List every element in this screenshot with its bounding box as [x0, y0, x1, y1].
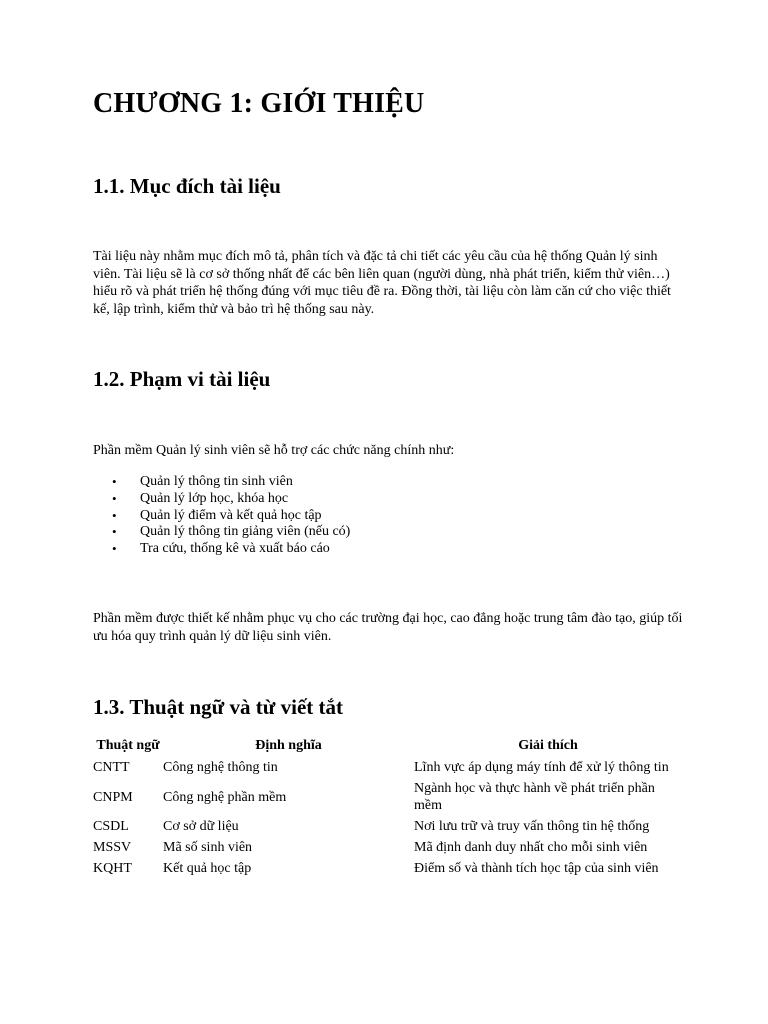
explanation-cell: Nơi lưu trữ và truy vấn thông tin hệ thống: [414, 819, 650, 834]
section-heading-terms: 1.3. Thuật ngữ và từ viết tắt: [93, 695, 343, 719]
list-item-text: Quản lý thông tin sinh viên: [140, 474, 293, 489]
terms-table: [93, 736, 682, 879]
list-item-text: Quản lý lớp học, khóa học: [140, 490, 289, 506]
list-item: [93, 474, 593, 491]
term-cell: CSDL: [93, 819, 129, 834]
section-heading-scope: 1.2. Phạm vi tài liệu: [93, 367, 271, 391]
column-header-explanation: Giải thích: [518, 738, 578, 753]
column-header-term: Thuật ngữ: [96, 738, 160, 753]
scope-function-list: [93, 474, 593, 558]
explanation-cell: Điểm số và thành tích học tập của sinh viên: [414, 861, 659, 876]
list-item-text: Quản lý thông tin giảng viên (nếu có): [140, 524, 351, 540]
definition-cell: Mã số sinh viên: [163, 840, 253, 855]
bullet-icon: •: [112, 507, 117, 523]
table-row: [93, 816, 682, 837]
explanation-cell: Lĩnh vực áp dụng máy tính để xử lý thông tin: [414, 760, 669, 775]
table-row: [93, 858, 682, 879]
table-row: [93, 757, 682, 778]
purpose-paragraph: Tài liệu này nhằm mục đích mô tả, phân tích và đặc tả chi tiết các yêu cầu của hệ thống Quản lý sinh viên. Tài liệu sẽ là cơ sở thống nhất để các bên liên quan (người dùng, nhà phát triển, kiểm thử viên…) hiểu rõ và phát triển hệ thống đúng với mục tiêu đề ra. Đồng thời, tài liệu còn làm căn cứ cho việc thiết kế, lập trình, kiểm thử và bảo trì hệ thống sau này.: [93, 249, 671, 317]
explanation-cell: Ngành học và thực hành về phát triển phần mềm: [414, 781, 655, 813]
list-item: [93, 524, 593, 541]
table-header-row: [93, 736, 682, 757]
list-item: [93, 491, 593, 508]
column-header-definition: Định nghĩa: [255, 738, 322, 753]
table-row: [93, 837, 682, 858]
chapter-title: CHƯƠNG 1: GIỚI THIỆU: [93, 88, 425, 119]
term-cell: CNPM: [93, 789, 133, 805]
term-cell: MSSV: [93, 840, 132, 855]
bullet-icon: •: [112, 541, 117, 557]
list-item-text: Tra cứu, thống kê và xuất báo cáo: [140, 541, 330, 557]
definition-cell: Cơ sở dữ liệu: [163, 819, 239, 834]
definition-cell: Kết quả học tập: [163, 861, 252, 876]
scope-outro-paragraph: Phần mềm được thiết kế nhằm phục vụ cho các trường đại học, cao đẳng hoặc trung tâm đào tạo, giúp tối ưu hóa quy trình quản lý dữ liệu sinh viên.: [93, 611, 683, 644]
list-item-text: Quản lý điểm và kết quả học tập: [140, 507, 322, 523]
scope-intro-paragraph: Phần mềm Quản lý sinh viên sẽ hỗ trợ các chức năng chính như:: [93, 443, 455, 458]
bullet-icon: •: [112, 524, 117, 540]
table-row: [93, 778, 682, 816]
term-cell: KQHT: [93, 861, 132, 876]
list-item: [93, 508, 593, 525]
term-cell: CNTT: [93, 760, 130, 775]
bullet-icon: •: [112, 474, 117, 489]
list-item: [93, 541, 593, 558]
section-heading-purpose: 1.1. Mục đích tài liệu: [93, 174, 281, 198]
definition-cell: Công nghệ phần mềm: [163, 789, 287, 805]
explanation-cell: Mã định danh duy nhất cho mỗi sinh viên: [414, 840, 648, 855]
definition-cell: Công nghệ thông tin: [163, 760, 278, 775]
bullet-icon: •: [112, 490, 117, 506]
